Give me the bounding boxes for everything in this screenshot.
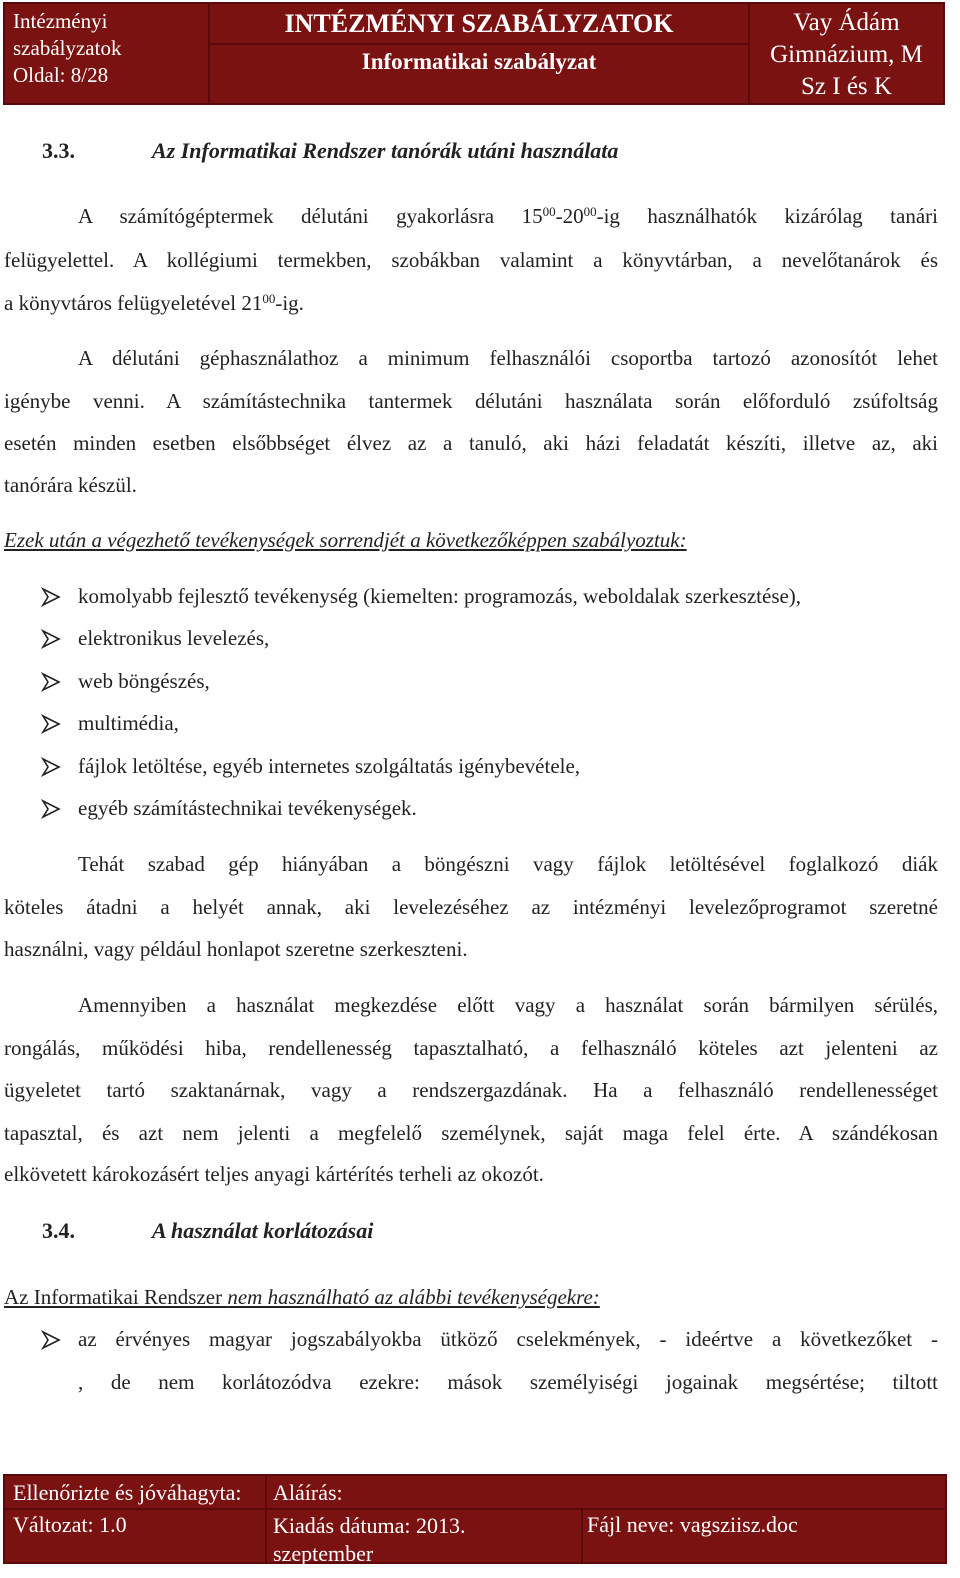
header-doc-type: Intézményi	[13, 9, 108, 33]
restriction-item-line-2: , de nem korlátozódva ezekre: mások személyiségi jogainak megsértése; tiltott	[78, 1370, 938, 1394]
order-heading: Ezek után a végezhető tevékenységek sorrendjét a következőképpen szabályoztuk:	[4, 528, 687, 552]
list-item: multimédia,	[78, 711, 179, 735]
restriction-item-line-1: az érvényes magyar jogszabályokba ütköző cselekmények, - ideértve a következőket -	[78, 1327, 938, 1351]
list-item: fájlok letöltése, egyéb internetes szolgáltatás igénybevétele,	[78, 754, 581, 778]
paragraph-4-line-1: Amennyiben a használat megkezdése előtt vagy a használat során bármilyen sérülés,	[78, 993, 938, 1017]
list-item: elektronikus levelezés,	[78, 626, 270, 650]
footer-version: Változat: 1.0	[13, 1512, 127, 1537]
footer-approved-label: Ellenőrizte és jóváhagyta:	[13, 1480, 242, 1505]
section-3-3-title: Az Informatikai Rendszer tanórák utáni használata	[152, 138, 619, 163]
paragraph-4-line-4: tapasztal, és azt nem jelenti a megfelelő személynek, saját maga felel érte. A szándékosan	[4, 1121, 938, 1145]
paragraph-2-line-3: esetén minden esetben elsőbbséget élvez az a tanuló, aki házi feladatát készíti, illetve az, aki	[4, 431, 938, 455]
arrow-bullet-icon	[40, 671, 62, 693]
paragraph-4-line-2: rongálás, működési hiba, rendellenesség tapasztalható, a felhasználó köteles azt jelenteni az	[4, 1036, 938, 1060]
header-subtitle: Informatikai szabályzat	[361, 49, 597, 74]
paragraph-2-line-4: tanórára készül.	[4, 473, 137, 497]
header-institution-1: Vay Ádám	[793, 9, 900, 36]
restrictions-heading: Az Informatikai Rendszer nem használható az alábbi tevékenységekre:	[4, 1285, 600, 1309]
paragraph-3-line-2: köteles átadni a helyét annak, aki levelezéséhez az intézményi levelezőprogramot szeretné	[4, 895, 938, 919]
header-divider	[210, 43, 748, 45]
header-title: INTÉZMÉNYI SZABÁLYZATOK	[284, 9, 674, 38]
header-right-cell	[750, 4, 943, 103]
list-item: web böngészés,	[78, 669, 210, 693]
paragraph-1-line-2: felügyelettel. A kollégiumi termekben, szobákban valamint a könyvtárban, a nevelőtanárok és	[4, 248, 938, 272]
list-item: komolyabb fejlesztő tevékenység (kiemelten: programozás, weboldalak szerkesztése),	[78, 584, 802, 608]
footer-divider	[265, 1476, 267, 1562]
paragraph-3-line-3: használni, vagy például honlapot szeretne szerkeszteni.	[4, 937, 468, 961]
section-3-4-number: 3.4.	[42, 1218, 75, 1243]
footer-divider	[581, 1510, 583, 1562]
section-3-3-number: 3.3.	[42, 138, 75, 163]
arrow-bullet-icon	[40, 713, 62, 735]
arrow-bullet-icon	[40, 1329, 62, 1351]
header-center-cell	[210, 4, 750, 103]
arrow-bullet-icon	[40, 798, 62, 820]
page-footer	[3, 1474, 947, 1564]
paragraph-1-line-1: A számítógéptermek délutáni gyakorlásra $15^{00}-20^{00}-ig$ használhatók kizárólag tanári	[78, 204, 938, 228]
paragraph-4-line-3: ügyeletet tartó szaktanárnak, vagy a rendszergazdának. Ha a felhasználó rendellenességet	[4, 1078, 938, 1102]
paragraph-3-line-1: Tehát szabad gép hiányában a böngészni vagy fájlok letöltésével foglalkozó diák	[78, 852, 938, 876]
paragraph-1-line-3: a könyvtáros felügyeletével $21^{00}-ig$.	[4, 291, 304, 315]
list-item: egyéb számítástechnikai tevékenységek.	[78, 796, 417, 820]
paragraph-2-line-1: A délutáni géphasználathoz a minimum felhasználói csoportba tartozó azonosítót lehet	[78, 346, 938, 370]
paragraph-4-line-5: elkövetett károkozásért teljes anyagi kártérítés terheli az okozót.	[4, 1162, 544, 1186]
arrow-bullet-icon	[40, 586, 62, 608]
header-institution-3: Sz I és K	[801, 73, 892, 100]
footer-signature-label: Aláírás:	[273, 1480, 343, 1505]
page-header	[3, 2, 945, 105]
header-doc-type-2: szabályzatok	[13, 36, 122, 60]
header-institution-2: Gimnázium, M	[770, 41, 923, 68]
footer-issue-date: Kiadás dátuma: 2013. szeptember	[273, 1513, 466, 1566]
footer-filename: Fájl neve: vagsziisz.doc	[587, 1512, 798, 1537]
paragraph-2-line-2: igénybe venni. A számítástechnika tantermek délutáni használata során előforduló zsúfoltság	[4, 389, 938, 413]
header-page-number: Oldal: 8/28	[13, 63, 109, 87]
section-3-4-title: A használat korlátozásai	[152, 1218, 374, 1243]
arrow-bullet-icon	[40, 628, 62, 650]
arrow-bullet-icon	[40, 756, 62, 778]
header-left-cell	[5, 4, 210, 103]
